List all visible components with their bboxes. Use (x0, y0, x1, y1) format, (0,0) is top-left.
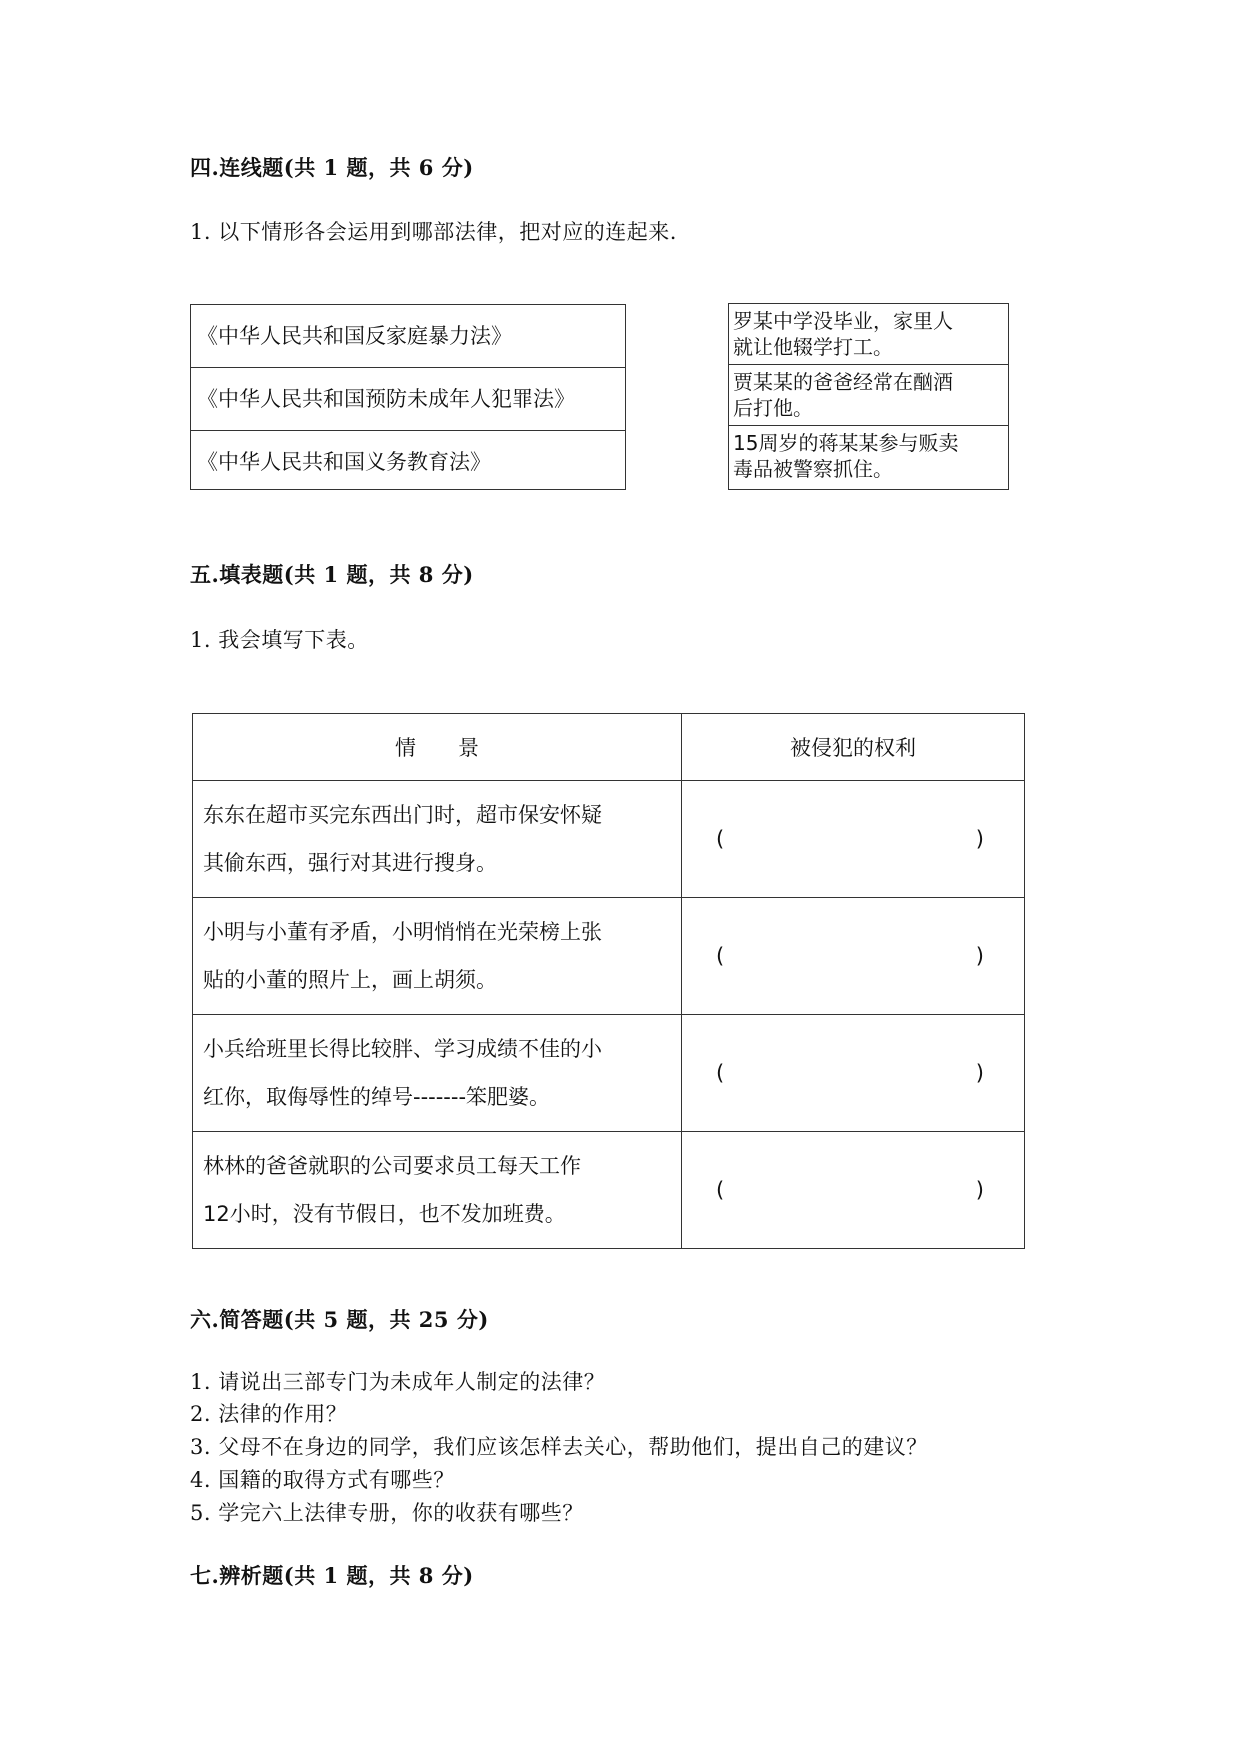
case-line: 毒品被警察抓住。 (733, 457, 893, 481)
answer-cell[interactable] (682, 781, 1025, 898)
case-line: 罗某中学没毕业，家里人 (733, 309, 953, 333)
law-item: 《中华人民共和国预防未成年人犯罪法》 (191, 368, 625, 431)
paren-close: ) (975, 944, 984, 968)
paren-close: ) (975, 1061, 984, 1085)
case-item (729, 304, 1008, 365)
paren-open: ( (716, 1178, 725, 1202)
scene-cell (193, 1015, 682, 1132)
section-4-heading: 四.连线题(共 1 题，共 6 分) (190, 155, 474, 180)
short-answer-question: 3. 父母不在身边的同学，我们应该怎样去关心，帮助他们，提出自己的建议？ (190, 1435, 928, 1459)
section-4-question: 1. 以下情形各会运用到哪部法律，把对应的连起来. (190, 220, 677, 244)
scene-line: 东东在超市买完东西出门时，超市保安怀疑 (203, 803, 602, 827)
case-line: 就让他辍学打工。 (733, 335, 893, 359)
case-item (729, 365, 1008, 426)
law-item: 《中华人民共和国反家庭暴力法》 (191, 305, 625, 368)
paren-open: ( (716, 944, 725, 968)
answer-cell[interactable] (682, 898, 1025, 1015)
paren-close: ) (975, 1178, 984, 1202)
fill-table (192, 713, 1025, 1249)
scene-line: 12小时，没有节假日，也不发加班费。 (203, 1202, 566, 1226)
paren-open: ( (716, 1061, 725, 1085)
section-7-heading: 七.辨析题(共 1 题，共 8 分) (190, 1563, 474, 1588)
table-row (193, 898, 1025, 1015)
short-answer-question: 2. 法律的作用？ (190, 1402, 348, 1426)
paren-close: ) (975, 827, 984, 851)
header-right: 被侵犯的权利 (682, 714, 1025, 781)
scene-line: 林林的爸爸就职的公司要求员工每天工作 (203, 1154, 581, 1178)
case-item (729, 426, 1008, 489)
scene-cell (193, 781, 682, 898)
law-item: 《中华人民共和国义务教育法》 (191, 431, 625, 490)
case-list (728, 303, 1009, 490)
answer-cell[interactable] (682, 1015, 1025, 1132)
scene-line: 红你，取侮辱性的绰号-------笨肥婆。 (203, 1085, 551, 1109)
answer-cell[interactable] (682, 1132, 1025, 1249)
scene-cell (193, 1132, 682, 1249)
short-answer-question: 4. 国籍的取得方式有哪些？ (190, 1468, 455, 1492)
case-line: 贾某某的爸爸经常在酗酒 (733, 370, 953, 394)
table-row (193, 1015, 1025, 1132)
section-5-heading: 五.填表题(共 1 题，共 8 分) (190, 562, 474, 587)
scene-line: 贴的小董的照片上，画上胡须。 (203, 968, 497, 992)
case-line: 15周岁的蒋某某参与贩卖 (733, 431, 959, 455)
table-header-row (193, 714, 1025, 781)
header-scene: 情 景 (193, 714, 682, 781)
scene-line: 其偷东西，强行对其进行搜身。 (203, 851, 497, 875)
scene-line: 小明与小董有矛盾，小明悄悄在光荣榜上张 (203, 920, 602, 944)
case-line: 后打他。 (733, 396, 813, 420)
scene-cell (193, 898, 682, 1015)
short-answer-question: 5. 学完六上法律专册，你的收获有哪些？ (190, 1501, 584, 1525)
law-list (190, 304, 626, 490)
short-answer-question: 1. 请说出三部专门为未成年人制定的法律？ (190, 1370, 606, 1394)
section-5-question: 1. 我会填写下表。 (190, 628, 369, 652)
scene-line: 小兵给班里长得比较胖、学习成绩不佳的小 (203, 1037, 602, 1061)
section-6-heading: 六.简答题(共 5 题，共 25 分) (190, 1307, 489, 1332)
paren-open: ( (716, 827, 725, 851)
table-row (193, 1132, 1025, 1249)
table-row (193, 781, 1025, 898)
